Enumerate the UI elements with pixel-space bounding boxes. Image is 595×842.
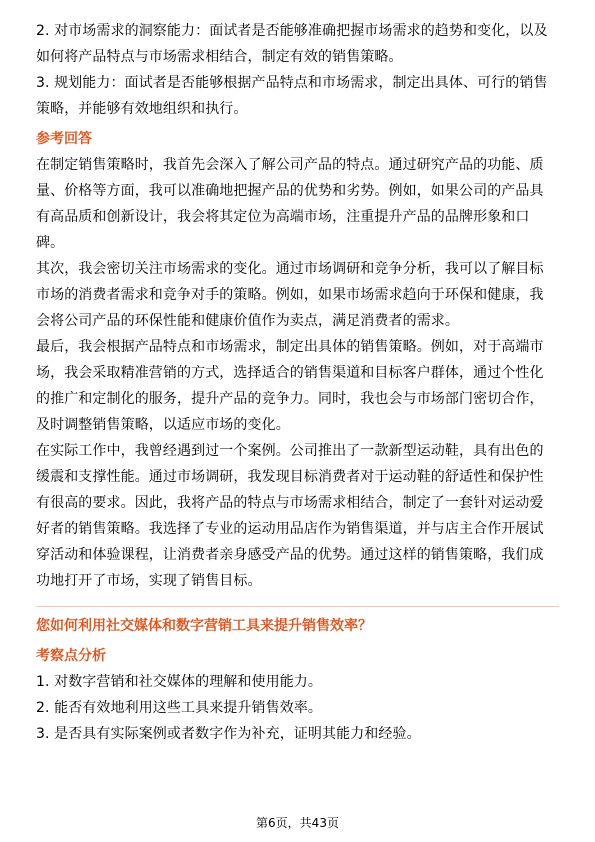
answer-paragraph-4 — [36, 438, 559, 594]
section-divider — [36, 606, 559, 607]
analysis-point-2 — [36, 695, 559, 721]
text-line: 最后，我会根据产品特点和市场需求，制定出具体的销售策略。例如，对于高端市 — [36, 339, 544, 355]
text-line: 2. 对市场需求的洞察能力：面试者是否能够准确把握市场需求的趋势和变化，以及 — [36, 23, 548, 39]
analysis-point-2 — [36, 18, 559, 70]
text-line: 量、价格等方面，我可以准确地把握产品的优势和劣势。例如，如果公司的产品具 — [36, 183, 544, 199]
text-line: 的推广和定制化的服务，提升产品的竞争力。同时，我也会与市场部门密切合作， — [36, 391, 544, 407]
text-line: 有很高的要求。因此，我将产品的特点与市场需求相结合，制定了一套针对运动爱 — [36, 495, 544, 511]
answer-paragraph-3 — [36, 334, 559, 438]
analysis-point-3 — [36, 70, 559, 122]
text-line: 2. 能否有效地利用这些工具来提升销售效率。 — [36, 700, 323, 716]
text-line: 好者的销售策略。我选择了专业的运动用品店作为销售渠道，并与店主合作开展试 — [36, 521, 544, 537]
answer-paragraph-1 — [36, 152, 559, 256]
text-line: 其次，我会密切关注市场需求的变化。通过市场调研和竞争分析，我可以了解目标 — [36, 261, 544, 277]
page-footer: 第6页，共43页 — [256, 816, 339, 830]
text-line: 及时调整销售策略，以适应市场的变化。 — [36, 417, 290, 433]
text-line: 3. 规划能力：面试者是否能够根据产品特点和市场需求，制定出具体、可行的销售 — [36, 75, 548, 91]
text-line: 场，我会采取精准营销的方式，选择适合的销售渠道和目标客户群体，通过个性化 — [36, 365, 544, 381]
text-line: 会将公司产品的环保性能和健康价值作为卖点，满足消费者的需求。 — [36, 313, 459, 329]
text-line: 功地打开了市场，实现了销售目标。 — [36, 573, 262, 589]
text-line: 3. 是否具有实际案例或者数字作为补充，证明其能力和经验。 — [36, 726, 421, 742]
text-line: 如何将产品特点与市场需求相结合，制定有效的销售策略。 — [36, 49, 403, 65]
answer-paragraph-2 — [36, 256, 559, 334]
text-line: 在制定销售策略时，我首先会深入了解公司产品的特点。通过研究产品的功能、质 — [36, 157, 544, 173]
analysis-point-3 — [36, 721, 559, 747]
analysis-point-1 — [36, 669, 559, 695]
document-page — [36, 18, 559, 747]
text-line: 有高品质和创新设计，我会将其定位为高端市场，注重提升产品的品牌形象和口 — [36, 209, 530, 225]
text-line: 穿活动和体验课程，让消费者亲身感受产品的优势。通过这样的销售策略，我们成 — [36, 547, 544, 563]
question-title: 您如何利用社交媒体和数字营销工具来提升销售效率？ — [36, 618, 372, 634]
reference-answer-heading: 参考回答 — [36, 131, 92, 147]
text-line: 1. 对数字营销和社交媒体的理解和使用能力。 — [36, 674, 323, 690]
text-line: 缓震和支撑性能。通过市场调研，我发现目标消费者对于运动鞋的舒适性和保护性 — [36, 469, 544, 485]
analysis-heading: 考察点分析 — [36, 648, 106, 664]
text-line: 策略，并能够有效地组织和执行。 — [36, 101, 248, 117]
text-line: 市场的消费者需求和竞争对手的策略。例如，如果市场需求趋向于环保和健康，我 — [36, 287, 544, 303]
text-line: 在实际工作中，我曾经遇到过一个案例。公司推出了一款新型运动鞋，具有出色的 — [36, 443, 544, 459]
text-line: 碑。 — [36, 235, 65, 251]
